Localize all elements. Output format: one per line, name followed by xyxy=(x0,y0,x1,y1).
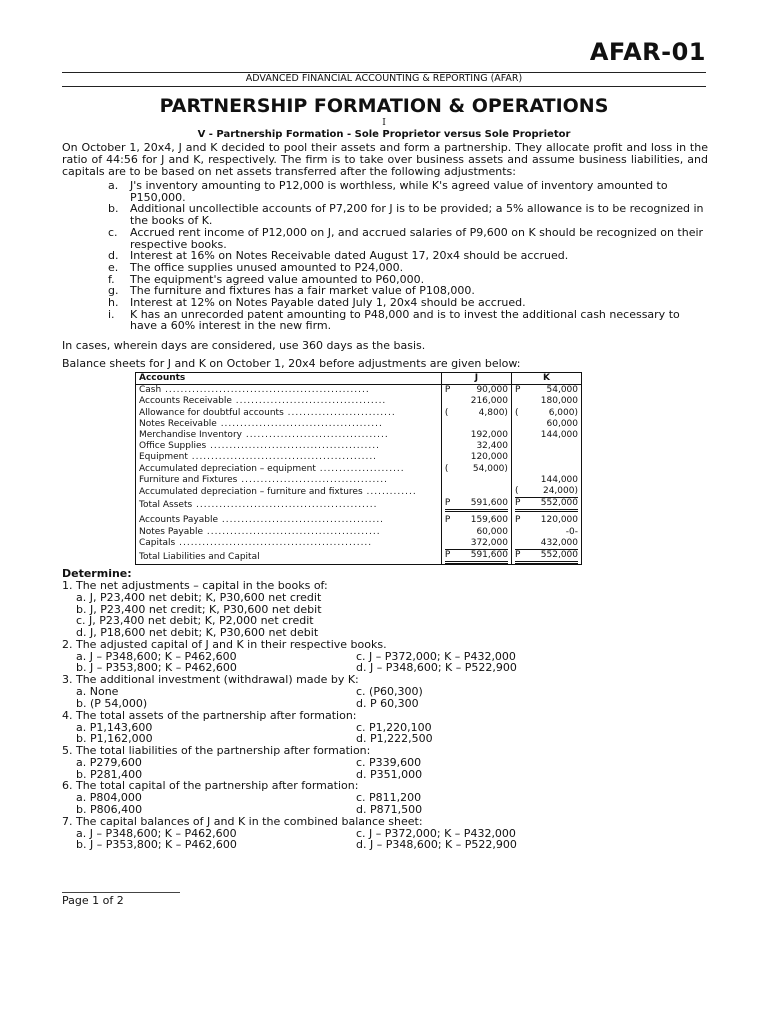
question-text: 6. The total capital of the partnership after formation: xyxy=(62,779,359,793)
account-label: Total Assets xyxy=(139,499,193,510)
k-amount-cell xyxy=(511,396,581,407)
page-title: PARTNERSHIP FORMATION & OPERATIONS xyxy=(159,95,609,117)
leader-dots: .......................................... xyxy=(218,515,385,526)
balance-sheet-row xyxy=(136,486,582,498)
answer-option: d. J – P348,600; K – P522,900 xyxy=(356,661,517,675)
answer-option: c. J – P372,000; K – P432,000 xyxy=(356,649,516,663)
k-amount-cell xyxy=(511,452,581,463)
j-amount-cell xyxy=(441,408,511,419)
j-currency-symbol: P xyxy=(444,498,451,509)
accounts-header: Accounts xyxy=(136,373,442,385)
k-currency-symbol: ( xyxy=(514,407,519,418)
account-name xyxy=(136,527,442,538)
k-amount-cell xyxy=(511,475,581,486)
balance-sheet-row xyxy=(136,419,582,430)
adjustment-letter: i. xyxy=(108,307,115,321)
adjustment-text: J's inventory amounting to P12,000 is worthless, while K's agreed value of inventory amounted to P150,000. xyxy=(130,179,668,204)
account-name xyxy=(136,396,442,407)
k-amount: 552,000 xyxy=(540,550,578,561)
answer-option: c. P1,220,100 xyxy=(356,720,432,734)
j-currency-symbol: P xyxy=(444,515,451,526)
k-amount-cell xyxy=(511,419,581,430)
k-amount: 6,000) xyxy=(548,407,578,418)
answer-option: b. P806,400 xyxy=(76,802,143,816)
k-amount: 54,000 xyxy=(546,385,578,396)
answer-option: a. None xyxy=(76,685,119,699)
j-amount-cell xyxy=(441,430,511,441)
answer-option: a. J – P348,600; K – P462,600 xyxy=(76,649,237,663)
question-text: 3. The additional investment (withdrawal) made by K: xyxy=(62,673,359,687)
question-text: 1. The net adjustments – capital in the books of: xyxy=(62,579,328,592)
j-amount: 591,600 xyxy=(470,498,508,509)
account-label: Equipment xyxy=(139,452,188,463)
j-amount-cell xyxy=(441,498,511,512)
account-name xyxy=(136,452,442,463)
leader-dots: ....................................... xyxy=(231,396,387,407)
adjustment-letter: g. xyxy=(108,284,119,298)
adjustment-text: K has an unrecorded patent amounting to P48,000 and is to invest the additional cash necessary to have a 60% interest in the new firm. xyxy=(130,307,680,333)
account-label: Accounts Receivable xyxy=(139,396,232,407)
j-currency-symbol: P xyxy=(444,550,451,561)
problem-intro: On October 1, 20x4, J and K decided to pool their assets and form a partnership. They allocate profit and loss in the ratio of 44:56 for J and K, respectively. The firm is to take over business assets and assume business liabilities, and capitals are to be based on net assets transferred after the following adjustments: xyxy=(62,141,708,178)
k-currency-symbol: ( xyxy=(514,486,519,497)
account-name xyxy=(136,475,442,486)
account-name xyxy=(136,385,442,397)
account-label: Allowance for doubtful accounts xyxy=(139,407,284,418)
answer-option: a. P1,143,600 xyxy=(76,720,153,734)
j-amount: 4,800) xyxy=(478,407,508,418)
account-name xyxy=(136,464,442,475)
j-amount: 54,000) xyxy=(472,463,508,474)
adjustment-text: The furniture and fixtures has a fair market value of P108,000. xyxy=(130,284,475,298)
answer-option-row xyxy=(62,769,722,781)
k-amount: 24,000) xyxy=(542,486,578,497)
document-code: AFAR-01 xyxy=(589,38,706,66)
k-header: K xyxy=(511,373,581,385)
determine-heading: Determine: xyxy=(62,567,132,580)
k-amount-cell xyxy=(511,464,581,475)
k-amount-cell xyxy=(511,430,581,441)
j-amount-cell xyxy=(441,441,511,452)
k-amount-cell xyxy=(511,486,581,498)
leader-dots: ..................................................... xyxy=(161,385,370,396)
k-amount: -0- xyxy=(565,526,578,537)
question-text: 4. The total assets of the partnership after formation: xyxy=(62,708,357,722)
answer-option: b. J – P353,800; K – P462,600 xyxy=(76,661,237,675)
account-name xyxy=(136,419,442,430)
k-currency-symbol: P xyxy=(514,515,521,526)
account-label: Notes Receivable xyxy=(139,418,217,429)
answer-option: b. (P 54,000) xyxy=(76,696,148,710)
account-name xyxy=(136,512,442,526)
leader-dots: ................................................ xyxy=(187,452,378,463)
days-note: In cases, wherein days are considered, use 360 days as the basis. xyxy=(62,339,426,352)
account-name xyxy=(136,498,442,512)
adjustment-letter: a. xyxy=(108,179,119,192)
answer-option-row xyxy=(62,733,722,745)
j-header: J xyxy=(441,373,511,385)
adjustment-item xyxy=(106,309,706,332)
j-amount-cell xyxy=(441,464,511,475)
account-name xyxy=(136,441,442,452)
answer-option-row xyxy=(62,698,722,710)
j-amount-cell xyxy=(441,385,511,397)
answer-option: c. J, P23,400 net debit; K, P2,000 net credit xyxy=(76,614,314,628)
k-amount: 180,000 xyxy=(540,396,578,407)
section-heading: V - Partnership Formation - Sole Proprietor versus Sole Proprietor xyxy=(197,129,571,140)
footer-rule xyxy=(62,892,180,893)
leader-dots: ............. xyxy=(362,486,417,497)
k-amount-cell xyxy=(511,527,581,538)
answer-option: d. J – P348,600; K – P522,900 xyxy=(356,838,517,852)
answer-option-row xyxy=(62,757,722,769)
answer-option: b. J – P353,800; K – P462,600 xyxy=(76,838,237,852)
account-name xyxy=(136,486,442,498)
answer-option: b. P1,162,000 xyxy=(76,732,153,746)
questions-list xyxy=(62,580,722,851)
account-label: Accumulated depreciation – equipment xyxy=(139,463,316,474)
j-currency-symbol: P xyxy=(444,385,451,396)
account-name xyxy=(136,430,442,441)
question-text: 2. The adjusted capital of J and K in their respective books. xyxy=(62,637,387,651)
adjustment-item xyxy=(106,203,706,226)
account-label: Merchandise Inventory xyxy=(139,430,242,441)
adjustment-letter: h. xyxy=(108,296,119,310)
adjustment-text: Additional uncollectible accounts of P7,200 for J is to be provided; a 5% allowance is to be recognized in the books of K. xyxy=(130,202,704,228)
answer-option-row xyxy=(62,804,722,816)
adjustment-letter: c. xyxy=(108,225,118,239)
j-amount-cell xyxy=(441,396,511,407)
j-amount: 591,600 xyxy=(470,550,508,561)
answer-option: c. J – P372,000; K – P432,000 xyxy=(356,826,516,840)
k-amount-cell xyxy=(511,408,581,419)
j-currency-symbol: ( xyxy=(444,463,449,474)
balance-sheet-row xyxy=(136,475,582,486)
j-amount: 216,000 xyxy=(470,396,508,407)
balance-sheet-table xyxy=(135,372,582,565)
j-amount: 32,400 xyxy=(476,441,508,452)
answer-option: b. J, P23,400 net credit; K, P30,600 net debit xyxy=(76,602,322,616)
leader-dots: ............................................... xyxy=(192,499,378,510)
leader-dots: .......................................... xyxy=(216,418,383,429)
k-amount: 144,000 xyxy=(540,430,578,441)
k-amount: 144,000 xyxy=(540,474,578,485)
j-currency-symbol: ( xyxy=(444,407,449,418)
leader-dots: ............................................ xyxy=(206,441,380,452)
k-amount-cell xyxy=(511,385,581,397)
answer-option: d. P351,000 xyxy=(356,767,423,781)
leader-dots: ............................................. xyxy=(202,526,381,537)
adjustment-letter: d. xyxy=(108,249,119,263)
answer-option: a. P279,600 xyxy=(76,755,142,769)
leader-dots: .................................................. xyxy=(175,538,373,549)
j-amount-cell xyxy=(441,486,511,498)
account-label: Accumulated depreciation – furniture and fixtures xyxy=(139,486,363,497)
j-amount: 60,000 xyxy=(476,526,508,537)
subject-rule xyxy=(62,86,706,87)
account-label: Capitals xyxy=(139,538,176,549)
j-amount: 372,000 xyxy=(470,537,508,548)
adjustment-letter: e. xyxy=(108,260,119,274)
adjustment-text: Interest at 12% on Notes Payable dated July 1, 20x4 should be accrued. xyxy=(130,296,526,310)
account-label: Accounts Payable xyxy=(139,515,219,526)
j-amount: 159,600 xyxy=(470,515,508,526)
answer-option: d. J, P18,600 net debit; K, P30,600 net debit xyxy=(76,626,319,640)
account-label: Office Supplies xyxy=(139,441,207,452)
answer-option: c. P811,200 xyxy=(356,791,422,805)
answer-option: b. P281,400 xyxy=(76,767,143,781)
k-amount-cell xyxy=(511,550,581,565)
adjustment-text: Accrued rent income of P12,000 on J, and accrued salaries of P9,600 on K should be recognized on their respective books. xyxy=(130,225,704,251)
answer-option: d. P871,500 xyxy=(356,802,423,816)
k-amount-cell xyxy=(511,498,581,512)
balance-sheet-row xyxy=(136,396,582,407)
adjustment-letter: f. xyxy=(108,272,115,286)
adjustment-item xyxy=(106,180,706,203)
j-amount-cell xyxy=(441,550,511,565)
answer-option-row xyxy=(62,662,722,674)
k-amount-cell xyxy=(511,512,581,526)
balance-sheet-row xyxy=(136,408,582,419)
answer-option: a. P804,000 xyxy=(76,791,142,805)
adjustment-item xyxy=(106,227,706,250)
question-text: 5. The total liabilities of the partnership after formation: xyxy=(62,743,371,757)
j-amount: 192,000 xyxy=(470,430,508,441)
balance-sheet-row xyxy=(136,430,582,441)
balance-sheet-row xyxy=(136,538,582,550)
answer-option: a. J – P348,600; K – P462,600 xyxy=(76,826,237,840)
j-amount-cell xyxy=(441,419,511,430)
adjustment-letter: b. xyxy=(108,202,119,216)
balance-sheet-row xyxy=(136,550,582,565)
j-amount-cell xyxy=(441,475,511,486)
account-name xyxy=(136,538,442,550)
account-label: Cash xyxy=(139,385,162,396)
subject-title: ADVANCED FINANCIAL ACCOUNTING & REPORTING (AFAR) xyxy=(245,73,523,84)
k-currency-symbol: P xyxy=(514,550,521,561)
answer-option: d. P1,222,500 xyxy=(356,732,433,746)
j-amount-cell xyxy=(441,538,511,550)
leader-dots: ..................................... xyxy=(241,430,389,441)
k-amount: 552,000 xyxy=(540,498,578,509)
balance-sheet-row xyxy=(136,385,582,397)
answer-option: d. P 60,300 xyxy=(356,696,419,710)
balance-sheet-row xyxy=(136,512,582,526)
leader-dots: ............................ xyxy=(283,407,396,418)
k-amount-cell xyxy=(511,538,581,550)
account-label: Furniture and Fixtures xyxy=(139,474,238,485)
balance-sheet-row xyxy=(136,498,582,512)
leader-dots: ...................... xyxy=(315,463,405,474)
j-amount: 90,000 xyxy=(476,385,508,396)
balance-sheet-intro: Balance sheets for J and K on October 1, 20x4 before adjustments are given below: xyxy=(62,357,521,370)
answer-option: c. P339,600 xyxy=(356,755,422,769)
balance-sheet-row xyxy=(136,452,582,463)
answer-option-row xyxy=(62,839,722,851)
adjustment-text: Interest at 16% on Notes Receivable dated August 17, 20x4 should be accrued. xyxy=(130,249,569,263)
account-name xyxy=(136,408,442,419)
j-amount: 120,000 xyxy=(470,452,508,463)
k-currency-symbol: P xyxy=(514,385,521,396)
j-amount-cell xyxy=(441,452,511,463)
k-amount: 120,000 xyxy=(540,515,578,526)
roman-marker: I xyxy=(382,118,386,128)
page-number: Page 1 of 2 xyxy=(62,894,124,907)
answer-option: a. J, P23,400 net debit; K, P30,600 net credit xyxy=(76,591,322,604)
account-label: Total Liabilities and Capital xyxy=(139,551,260,562)
adjustments-list xyxy=(106,180,706,332)
k-amount-cell xyxy=(511,441,581,452)
answer-option: c. (P60,300) xyxy=(356,685,423,699)
balance-sheet-row xyxy=(136,464,582,475)
question-text: 7. The capital balances of J and K in the combined balance sheet: xyxy=(62,814,423,828)
adjustment-text: The equipment's agreed value amounted to P60,000. xyxy=(130,272,425,286)
adjustment-text: The office supplies unused amounted to P24,000. xyxy=(130,260,404,274)
k-amount: 432,000 xyxy=(540,537,578,548)
j-amount-cell xyxy=(441,512,511,526)
account-name xyxy=(136,550,442,565)
leader-dots: ...................................... xyxy=(237,474,388,485)
k-amount: 60,000 xyxy=(546,418,578,429)
balance-sheet-row xyxy=(136,441,582,452)
j-amount-cell xyxy=(441,527,511,538)
k-currency-symbol: P xyxy=(514,498,521,509)
account-label: Notes Payable xyxy=(139,526,203,537)
balance-sheet-row xyxy=(136,527,582,538)
